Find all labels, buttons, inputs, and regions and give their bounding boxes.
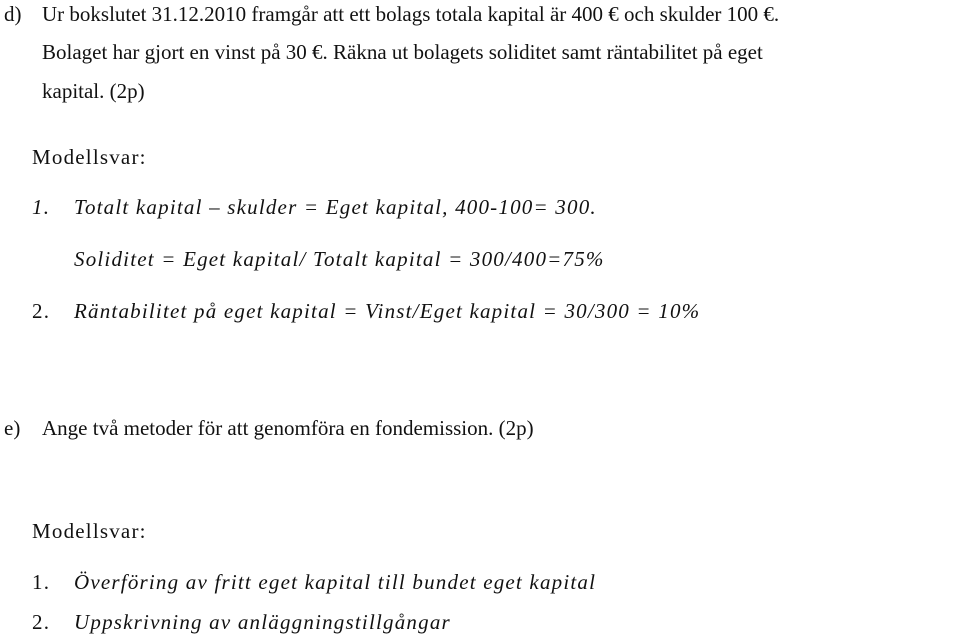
question-d-answer-heading: Modellsvar: xyxy=(32,145,147,169)
answer-text: Soliditet = Eget kapital/ Totalt kapital = 300/400=75% xyxy=(74,247,605,271)
answer-number: 1. xyxy=(32,195,51,219)
answer-text: Överföring av fritt eget kapital till bundet eget kapital xyxy=(74,570,597,594)
question-d-line-1 xyxy=(4,0,779,28)
answer-number: 2. xyxy=(32,610,51,634)
question-e-line xyxy=(4,414,534,442)
answer-text: Räntabilitet på eget kapital = Vinst/Eget kapital = 30/300 = 10% xyxy=(74,299,701,323)
question-e-answer-1 xyxy=(32,568,596,596)
answer-number: 1. xyxy=(32,570,51,594)
question-d-text-2: Bolaget har gjort en vinst på 30 €. Räkna ut bolagets soliditet samt räntabilitet på eget xyxy=(42,40,763,64)
question-d-text-1: Ur bokslutet 31.12.2010 framgår att ett bolags totala kapital är 400 € och skulder 100 €. xyxy=(42,2,780,26)
question-e-answer-2 xyxy=(32,608,451,636)
question-d-answer-1 xyxy=(32,193,597,221)
answer-text: Totalt kapital – skulder = Eget kapital, 400-100= 300. xyxy=(74,195,597,219)
question-d-text-3: kapital. (2p) xyxy=(42,79,145,103)
question-e-answer-heading: Modellsvar: xyxy=(32,519,147,543)
question-d-answer-1b xyxy=(74,245,605,273)
question-d-label: d) xyxy=(4,2,22,26)
question-e-text: Ange två metoder för att genomföra en fondemission. (2p) xyxy=(42,416,534,440)
question-e-label: e) xyxy=(4,416,21,440)
answer-number: 2. xyxy=(32,299,51,323)
question-d-answer-2 xyxy=(32,297,700,325)
answer-text: Uppskrivning av anläggningstillgångar xyxy=(74,610,451,634)
